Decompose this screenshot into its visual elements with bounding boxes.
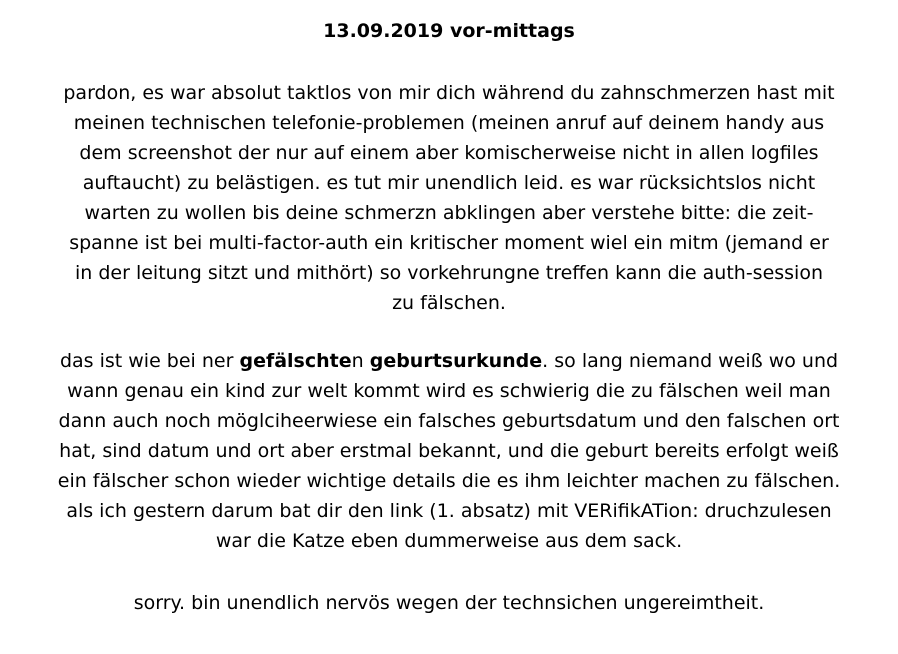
text-line: als ich gestern darum bat dir den link (1. absatz) mit VERifikATion: druchzulesen (66, 500, 832, 522)
text-segment: das ist wie bei ner (59, 350, 240, 372)
bold-text: gefälschte (239, 350, 352, 372)
text-line: sorry. bin unendlich nervös wegen der technsichen ungereimtheit. (133, 592, 765, 614)
text-line: war die Katze eben dummerweise aus dem sack. (215, 530, 683, 552)
paragraph-analogy (30, 346, 868, 556)
text-line: dann auch noch möglciheerwiese ein falsches geburtsdatum und den falschen ort (58, 410, 840, 432)
bold-text: geburtsurkunde (369, 350, 543, 372)
text-line: auftaucht) zu belästigen. es tut mir unendlich leid. es war rücksichtslos nicht (82, 172, 816, 194)
text-segment: n (351, 350, 370, 372)
text-line: ein fälscher schon wieder wichtige details die es ihm leichter machen zu fälschen. (57, 470, 841, 492)
text-line: warten zu wollen bis deine schmerzn abklingen aber verstehe bitte: die zeit- (84, 202, 814, 224)
document-title: 13.09.2019 vor-mittags (323, 20, 575, 42)
text-line: hat, sind datum und ort aber erstmal bekannt, und die geburt bereits erfolgt weiß (59, 440, 839, 462)
text-segment: . so lang niemand weiß wo und (542, 350, 839, 372)
text-line: wann genau ein kind zur welt kommt wird es schwierig die zu fälschen weil man (67, 380, 831, 402)
text-line: zu fälschen. (392, 292, 506, 314)
text-line: pardon, es war absolut taktlos von mir dich während du zahnschmerzen hast mit (63, 82, 835, 104)
text-line (30, 346, 868, 376)
text-line: meinen technischen telefonie-problemen (meinen anruf auf deinem handy aus (73, 112, 825, 134)
text-line: dem screenshot der nur auf einem aber komischerweise nicht in allen logfiles (79, 142, 819, 164)
text-line: in der leitung sitzt und mithört) so vorkehrungne treffen kann die auth-session (74, 262, 824, 284)
paragraph-apology (30, 78, 868, 318)
text-line: spanne ist bei multi-factor-auth ein kritischer moment wiel ein mitm (jemand er (69, 232, 829, 254)
paragraph-closing (30, 588, 868, 618)
